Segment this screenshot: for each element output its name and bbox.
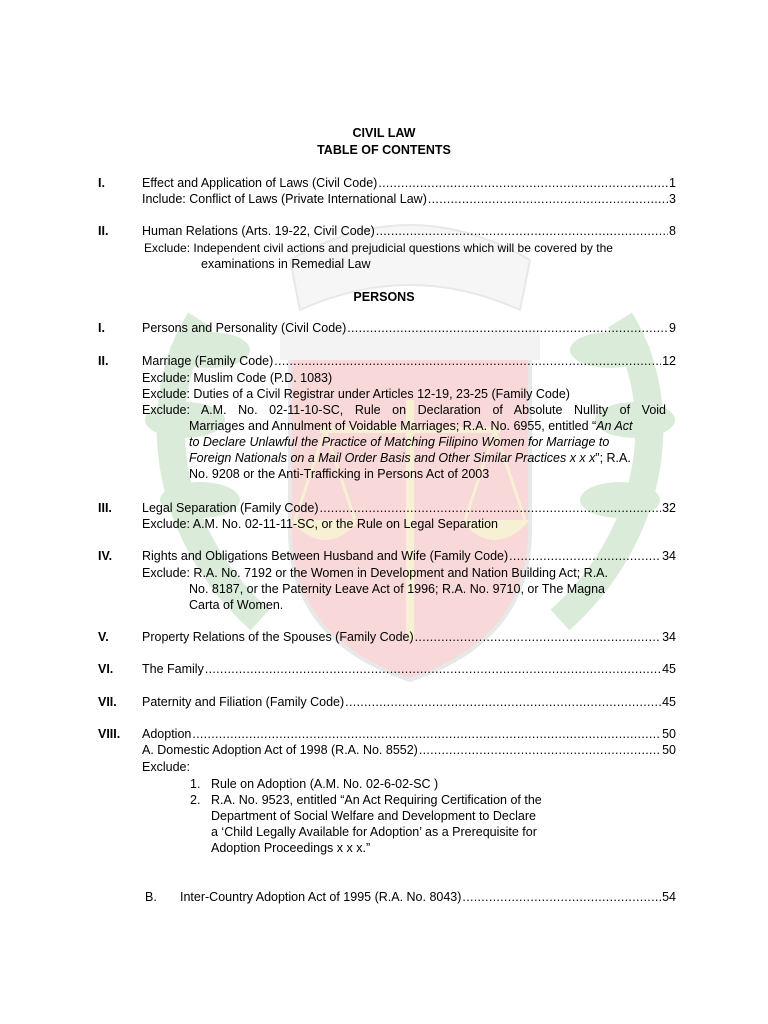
toc-entry (142, 354, 676, 368)
toc-page-number: 12 (662, 354, 676, 368)
act-title-italic: to Declare Unlawful the Practice of Matching Filipino Women for Marriage to (189, 435, 610, 449)
toc-entry-text: Paternity and Filiation (Family Code) (142, 695, 345, 709)
exclude-note: Exclude: A.M. No. 02-11-11-SC, or the Rule on Legal Separation (142, 517, 498, 531)
toc-entry (142, 321, 676, 335)
exclude-label: Exclude: (142, 760, 190, 774)
toc-page-number: 34 (662, 630, 676, 644)
exclude-note: Exclude: Muslim Code (P.D. 1083) (142, 371, 333, 385)
section-number: II. (98, 354, 109, 368)
section-number: I. (98, 176, 105, 190)
list-item: R.A. No. 9523, entitled “An Act Requiring Certification of the (211, 793, 542, 807)
toc-entry-text: Human Relations (Arts. 19-22, Civil Code) (142, 224, 375, 238)
list-item-number: 2. (190, 793, 201, 807)
toc-entry (180, 890, 676, 904)
toc-entry (142, 727, 676, 741)
toc-entry-text: Property Relations of the Spouses (Family Code) (142, 630, 414, 644)
toc-entry (142, 630, 676, 644)
toc-entry (142, 501, 676, 515)
document-subtitle: TABLE OF CONTENTS (317, 143, 451, 157)
exclude-note-continuation: No. 8187, or the Paternity Leave Act of 1996; R.A. No. 9710, or The Magna (189, 582, 605, 596)
toc-page-number: 3 (669, 192, 676, 206)
act-title-italic: Foreign Nationals on a Mail Order Basis and Other Similar Practices x x x (189, 451, 596, 465)
toc-page-number: 50 (662, 727, 676, 741)
exclude-note: Exclude: Duties of a Civil Registrar under Articles 12-19, 23-25 (Family Code) (142, 387, 570, 401)
act-title-italic: An Act (596, 419, 633, 433)
toc-entry-text: Legal Separation (Family Code) (142, 501, 319, 515)
exclude-note: Exclude: R.A. No. 7192 or the Women in Development and Nation Building Act; R.A. (142, 566, 608, 580)
exclude-note-text: Marriages and Annulment of Voidable Marriages; R.A. No. 6955, entitled “ (189, 419, 597, 433)
toc-entry-text: Include: Conflict of Laws (Private International Law) (142, 192, 427, 206)
toc-entry (142, 695, 676, 709)
toc-page-number: 50 (662, 743, 676, 757)
document-title: CIVIL LAW (352, 126, 416, 140)
list-item-continuation: Department of Social Welfare and Development to Declare (211, 809, 536, 823)
toc-page-number: 45 (662, 662, 676, 676)
exclude-note-continuation: Carta of Women. (189, 598, 284, 612)
toc-entry (142, 224, 676, 238)
toc-page-number: 9 (669, 321, 676, 335)
exclude-note-continuation: No. 9208 or the Anti-Trafficking in Persons Act of 2003 (189, 467, 490, 481)
toc-entry-text: Inter-Country Adoption Act of 1995 (R.A. No. 8043) (180, 890, 462, 904)
list-item-number: 1. (190, 777, 201, 791)
toc-entry-text: The Family (142, 662, 204, 676)
section-number: VI. (98, 662, 114, 676)
toc-entry (142, 176, 676, 190)
exclude-note-text: ”; R.A. (595, 451, 631, 465)
toc-page-number: 34 (662, 549, 676, 563)
section-heading: PERSONS (353, 290, 415, 304)
toc-page-number: 45 (662, 695, 676, 709)
section-number: V. (98, 630, 109, 644)
toc-entry-text: A. Domestic Adoption Act of 1998 (R.A. No. 8552) (142, 743, 418, 757)
exclude-note-continuation (189, 419, 633, 433)
section-number: I. (98, 321, 105, 335)
list-item-continuation: a ‘Child Legally Available for Adoption’ as a Prerequisite for (211, 825, 537, 839)
toc-entry-text: Adoption (142, 727, 192, 741)
exclude-note: Exclude: A.M. No. 02-11-10-SC, Rule on Declaration of Absolute Nullity of Void (142, 403, 666, 417)
section-number: II. (98, 224, 109, 238)
exclude-note: Exclude: Independent civil actions and prejudicial questions which will be covered by the (144, 241, 613, 255)
list-item: Rule on Adoption (A.M. No. 02-6-02-SC ) (211, 777, 439, 791)
toc-entry-text: Persons and Personality (Civil Code) (142, 321, 347, 335)
section-number: IV. (98, 549, 113, 563)
toc-entry (142, 662, 676, 676)
section-number: VIII. (98, 727, 121, 741)
list-item-continuation: Adoption Proceedings x x x.” (211, 841, 371, 855)
toc-entry-text: Effect and Application of Laws (Civil Code) (142, 176, 378, 190)
toc-entry (142, 549, 676, 563)
toc-page-number: 54 (662, 890, 676, 904)
toc-page-number: 1 (669, 176, 676, 190)
exclude-note: examinations in Remedial Law (201, 257, 371, 271)
section-number: III. (98, 501, 112, 515)
toc-entry (142, 192, 676, 206)
toc-page-number: 8 (669, 224, 676, 238)
toc-page-number: 32 (662, 501, 676, 515)
section-number: VII. (98, 695, 117, 709)
sub-letter: B. (145, 890, 157, 904)
toc-entry (142, 743, 676, 757)
toc-entry-text: Rights and Obligations Between Husband and Wife (Family Code) (142, 549, 509, 563)
exclude-note-continuation (189, 451, 631, 465)
toc-entry-text: Marriage (Family Code) (142, 354, 274, 368)
